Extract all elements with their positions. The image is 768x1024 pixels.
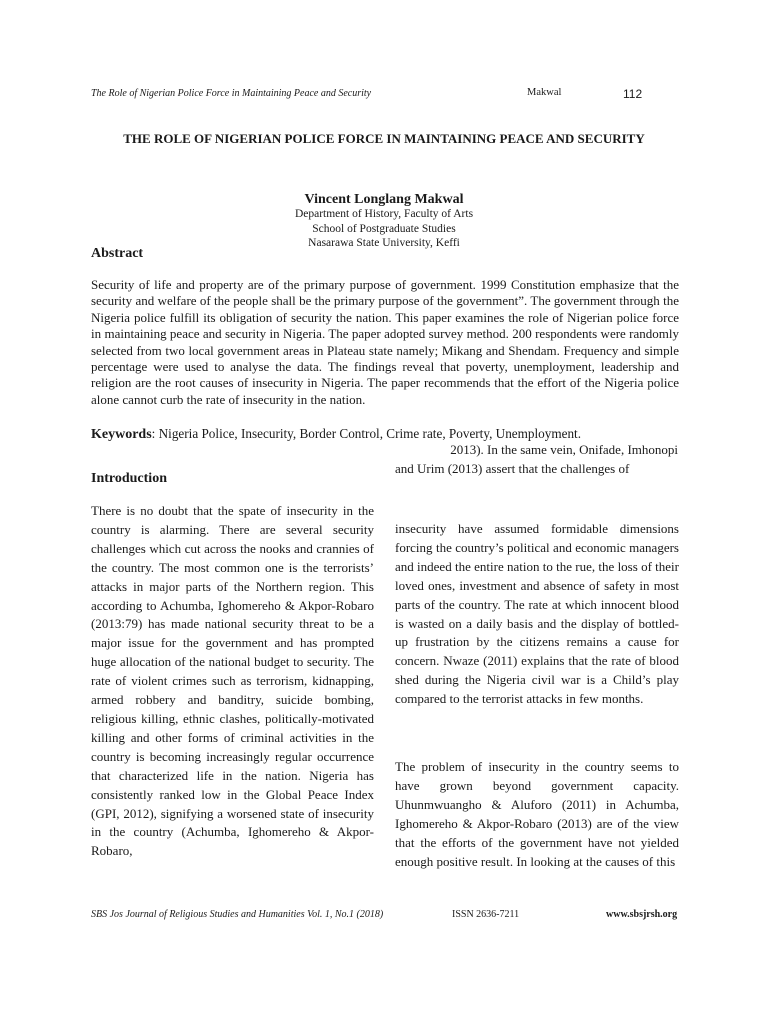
affiliation-university: Nasarawa State University, Keffi — [308, 237, 460, 249]
abstract-body — [91, 277, 679, 408]
right-continuation-line-1: 2013). In the same vein, Onifade, Imhonopi — [450, 442, 678, 457]
page-number: 112 — [623, 87, 643, 101]
keywords-list: : Nigeria Police, Insecurity, Border Control, Crime rate, Poverty, Unemployment. — [151, 426, 582, 441]
footer-url[interactable]: www.sbsjrsh.org — [606, 909, 678, 920]
running-author: Makwal — [527, 87, 562, 98]
right-paragraph-2-text: The problem of insecurity in the country seems to have grown beyond government capacity. Uhunmwuangho & Aluforo (2011) in Achumba, Ighomereho & Akpor-Robaro (2013) are of the view that the efforts of the government have not yielded enough positive result. In looking at the causes of this — [395, 759, 679, 869]
right-column-paragraph-2 — [395, 758, 679, 871]
abstract-text: Security of life and property are of the primary purpose of government. 1999 Constitution emphasize that the security and welfare of the people shall be the primary purpose of the government”. The government through the Nigeria police fulfill its obligation of security the nation. This paper examines the role of Nigerian police force in maintaining peace and security in Nigeria. The paper adopted survey method. 200 respondents were randomly selected from two local government areas in Plateau state namely; Mikang and Shendam. Frequency and simple percentage were used to analyse the data. The findings reveal that poverty, unemployment, leadership and religion are the root causes of insecurity in Nigeria. The paper recommends that the effort of the Nigeria police alone cannot curb the rate of insecurity in the nation. — [91, 277, 679, 407]
affiliation-department: Department of History, Faculty of Arts — [294, 208, 474, 220]
affiliation-school: School of Postgraduate Studies — [312, 223, 456, 235]
right-continuation-line-2: and Urim (2013) assert that the challenges of — [395, 460, 630, 476]
left-column-text: There is no doubt that the spate of insecurity in the country is alarming. There are several security challenges which cut across the nooks and crannies of the country. The most common one is the terrorists’ attacks in major parts of the Northern region. This according to Achumba, Ighomereho & Akpor-Robaro (2013:79) has made national security threat to be a major issue for the government and has prompted huge allocation of the national budget to security. The rate of violent crimes such as terrorism, kidnapping, armed robbery and banditry, suicide bombing, religious killing, ethnic clashes, politically-motivated killing and other forms of criminal activities in the country is becoming increasingly regular occurrence that characterized life in the nation. Nigeria has consistently ranked low in the Global Peace Index (GPI, 2012), signifying a worsened state of insecurity in the country (Achumba, Ighomereho & Akpor-Robaro, — [91, 503, 374, 859]
right-paragraph-1-text: insecurity have assumed formidable dimensions forcing the country’s political and economic managers and indeed the entire nation to the rue, the loss of their loved ones, investment and absence of safety in most parts of the country. The rate at which innocent blood is wasted on a daily basis and the display of bottled-up frustration by the citizens remains a cause for concern. Nwaze (2011) explains that the rate of blood shed during the Nigeria civil war is a Child’s play compared to the terrorist attacks in few months. — [395, 521, 679, 707]
footer-journal: SBS Jos Journal of Religious Studies and Humanities Vol. 1, No.1 (2018) — [91, 909, 384, 920]
right-column-continuation — [395, 441, 678, 479]
keywords-label: Keywords — [91, 427, 152, 442]
running-title: The Role of Nigerian Police Force in Maintaining Peace and Security — [91, 88, 372, 99]
footer-issn: ISSN 2636-7211 — [452, 909, 520, 920]
right-column-paragraph-1 — [395, 520, 679, 709]
introduction-heading: Introduction — [91, 471, 167, 486]
paper-title: THE ROLE OF NIGERIAN POLICE FORCE IN MAINTAINING PEACE AND SECURITY — [123, 131, 645, 146]
abstract-heading: Abstract — [91, 246, 144, 261]
author-name: Vincent Longlang Makwal — [304, 192, 464, 207]
left-column — [91, 502, 374, 861]
